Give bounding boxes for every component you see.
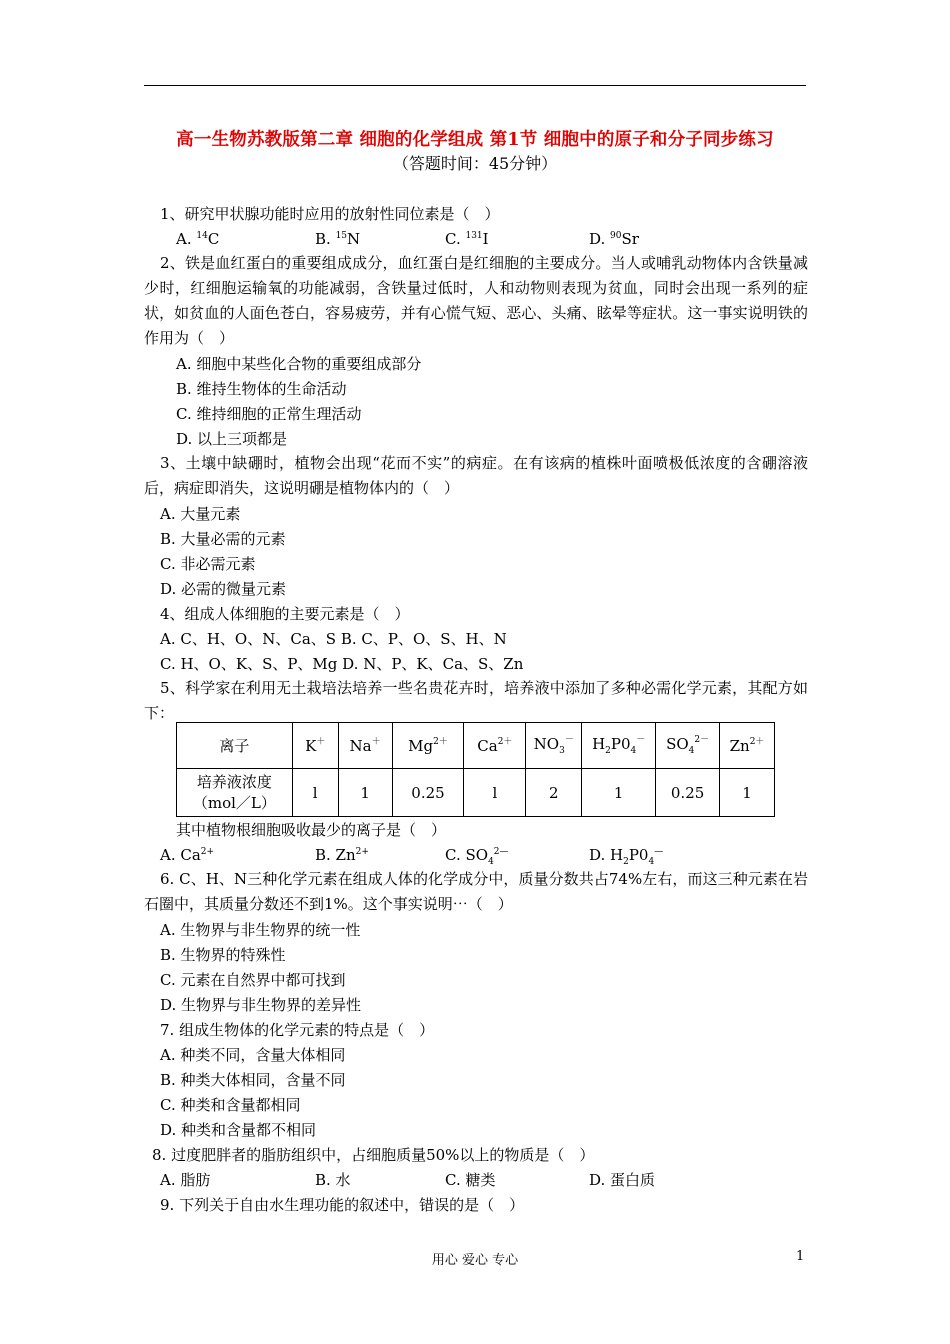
q7-option-c: C. 种类和含量都相同 (160, 1096, 301, 1114)
table-cell: l (292, 769, 338, 817)
ion-concentration-table (176, 722, 775, 817)
table-cell: $SO_4^{2-}$ (656, 723, 720, 769)
q7-option-a: A. 种类不同，含量大体相同 (160, 1046, 346, 1064)
q8-option-b: B. 水 (315, 1171, 351, 1189)
q4-options-cd: C. H、O、K、S、P、Mg D. N、P、K、Ca、S、Zn (160, 655, 524, 673)
q9-stem: 9. 下列关于自由水生理功能的叙述中，错误的是（ ） (160, 1196, 525, 1214)
page-title: 高一生物苏教版第二章 细胞的化学组成 第1节 细胞中的原子和分子同步练习 (176, 130, 774, 150)
q5-option-c: C. $SO_4^{2—}$ (445, 846, 509, 867)
table-cell: K＋ (292, 723, 338, 769)
q8-option-c: C. 糖类 (445, 1171, 496, 1189)
table-cell: $H_2P0_4^-$ (582, 723, 656, 769)
q3-stem: 3、土壤中缺硼时，植物会出现“花而不实”的病症。在有该病的植株叶面喷极低浓度的含硼溶液后，病症即消失，这说明硼是植物体内的（ ） (144, 454, 808, 497)
q6-stem: 6. C、H、N三种化学元素在组成人体的化学成分中，质量分数共占74%左右，而这三种元素在岩石圈中，其质量分数还不到1%。这个事实说明⋯（ ） (144, 870, 808, 913)
q3-option-c: C. 非必需元素 (160, 555, 256, 573)
q8-option-d: D. 蛋白质 (589, 1171, 656, 1189)
table-cell: Na＋ (338, 723, 392, 769)
q2-stem: 2、铁是血红蛋白的重要组成成分，血红蛋白是红细胞的主要成分。当人或哺乳动物体内含铁量减少时，红细胞运输氧的功能减弱，含铁量过低时，人和动物则表现为贫血，同时会出现一系列的症状，如贫血的人面色苍白，容易疲劳，并有心慌气短、恶心、头痛、眩晕等症状。这一事实说明铁的作用为（ ） (144, 254, 808, 347)
q7-option-b: B. 种类大体相同，含量不同 (160, 1071, 346, 1089)
page-subtitle: （答题时间：45分钟） (392, 154, 558, 173)
q1-stem: 1、研究甲状腺功能时应用的放射性同位素是（ ） (160, 205, 500, 223)
table-cell: $Ca^{2+}$ (464, 723, 526, 769)
table-cell: 0.25 (656, 769, 720, 817)
q7-option-d: D. 种类和含量都不相同 (160, 1121, 317, 1139)
header-rule (144, 85, 806, 86)
table-cell: 1 (338, 769, 392, 817)
q2-option-d: D. 以上三项都是 (176, 430, 288, 448)
q2-option-a: A. 细胞中某些化合物的重要组成部分 (176, 355, 422, 373)
q1-option-c: C. $^{131}$I (445, 230, 489, 248)
table-row (177, 769, 775, 817)
q1-option-d: D. $^{90}$Sr (589, 230, 639, 248)
q8-option-a: A. 脂肪 (160, 1171, 211, 1189)
table-cell: $NO_3^-$ (526, 723, 582, 769)
table-cell: 离子 (177, 723, 293, 769)
q8-stem: 8. 过度肥胖者的脂肪组织中，占细胞质量50%以上的物质是（ ） (152, 1146, 595, 1164)
q1-option-a: A. $^{14}$C (176, 230, 220, 248)
q4-stem: 4、组成人体细胞的主要元素是（ ） (160, 605, 410, 623)
q3-option-a: A. 大量元素 (160, 505, 241, 523)
q5-question: 其中植物根细胞吸收最少的离子是（ ） (176, 821, 447, 839)
q2-option-c: C. 维持细胞的正常生理活动 (176, 405, 362, 423)
q6-option-a: A. 生物界与非生物界的统一性 (160, 921, 361, 939)
page-footer: 用心 爱心 专心 (431, 1253, 519, 1268)
table-cell: l (464, 769, 526, 817)
q3-option-b: B. 大量必需的元素 (160, 530, 286, 548)
table-cell: 0.25 (392, 769, 464, 817)
q5-stem: 5、科学家在利用无土栽培法培养一些名贵花卉时，培养液中添加了多种必需化学元素，其配方如下： (144, 679, 808, 722)
q4-options-ab: A. C、H、O、N、Ca、S B. C、P、O、S、H、N (160, 630, 507, 648)
q5-option-b: B. $Zn^{2+}$ (315, 846, 369, 864)
table-cell: $Mg^{2+}$ (392, 723, 464, 769)
q7-stem: 7. 组成生物体的化学元素的特点是（ ） (160, 1021, 435, 1039)
page-number: 1 (796, 1249, 805, 1264)
table-cell: 2 (526, 769, 582, 817)
table-cell: 1 (720, 769, 775, 817)
q1-option-b: B. $^{15}$N (315, 230, 361, 248)
table-cell: $Zn^{2+}$ (720, 723, 775, 769)
q6-option-b: B. 生物界的特殊性 (160, 946, 286, 964)
q6-option-c: C. 元素在自然界中都可找到 (160, 971, 346, 989)
q6-option-d: D. 生物界与非生物界的差异性 (160, 996, 362, 1014)
table-header-row (177, 723, 775, 769)
table-cell: 1 (582, 769, 656, 817)
q5-option-a: A. $Ca^{2+}$ (160, 846, 215, 864)
q3-option-d: D. 必需的微量元素 (160, 580, 287, 598)
table-cell: 培养液浓度 （mol／L） (177, 769, 293, 817)
q2-option-b: B. 维持生物体的生命活动 (176, 380, 347, 398)
q5-option-d: D. $H_2P0_4^—$ (589, 846, 664, 867)
